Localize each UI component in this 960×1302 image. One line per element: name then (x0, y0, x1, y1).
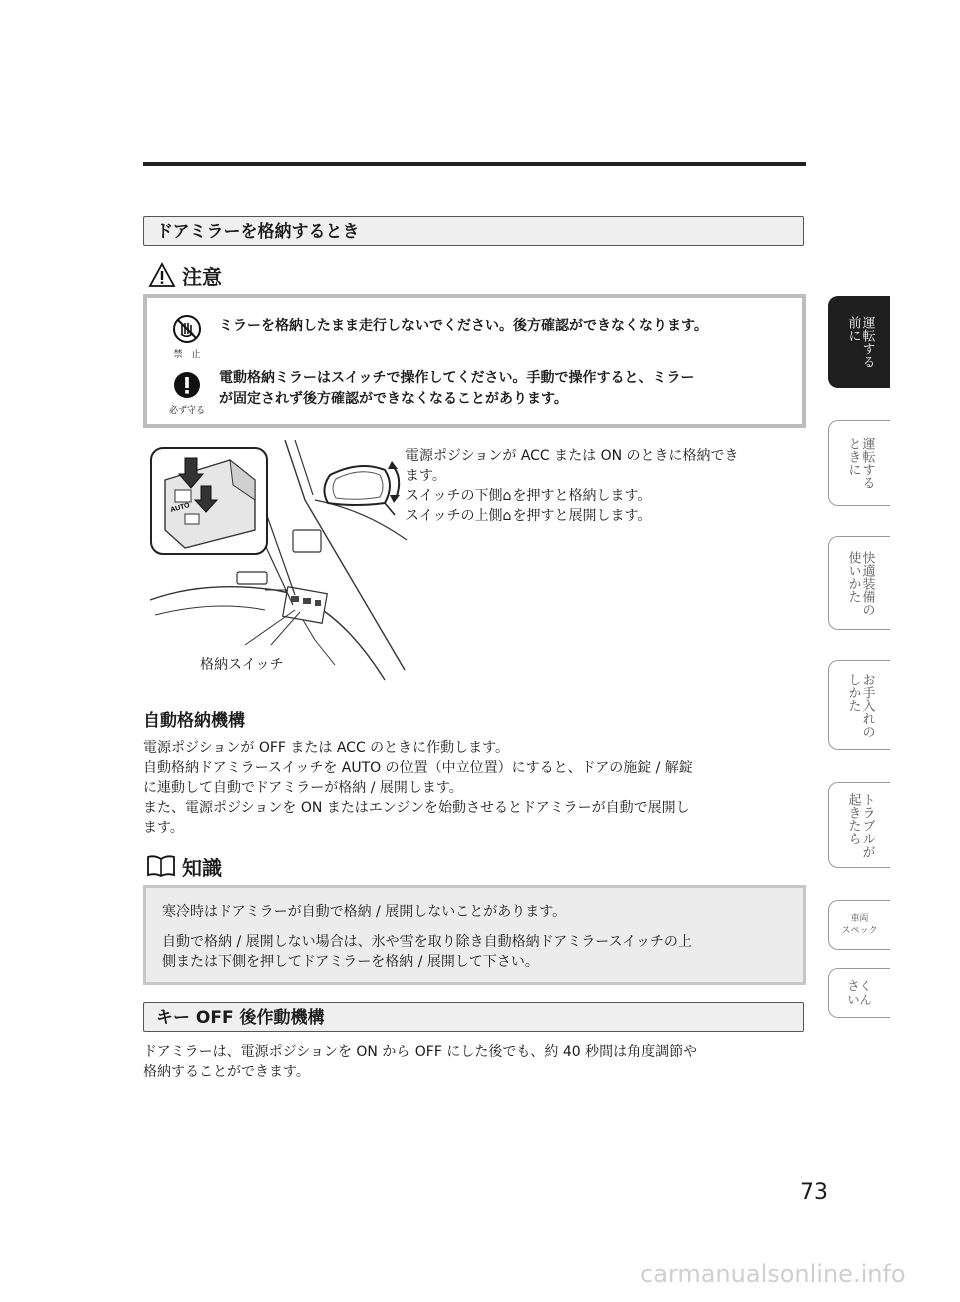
auto-fold-heading: 自動格納機構 (143, 711, 245, 731)
knowledge-p2-line-2: 側または下側を押してドアミラーを格納 / 展開して下さい。 (162, 954, 539, 970)
tab-troubleshooting[interactable] (828, 782, 890, 868)
knowledge-box (143, 885, 806, 985)
top-rule (143, 162, 806, 166)
door-mirror-drawing (300, 455, 410, 535)
tab-troubleshooting-label: トラブルが 起きたら (845, 792, 875, 858)
key-off-line-2: 格納することができます。 (143, 1064, 310, 1080)
caution-title: 注意 (182, 264, 222, 289)
exclamation-circle-icon (172, 370, 202, 400)
knowledge-p2-line-1: 自動で格納 / 展開しない場合は、氷や雪を取り除き自動格納ドアミラースイッチの上 (162, 934, 692, 950)
tab-before-driving-label: 運転する 前に (845, 316, 875, 368)
tab-maintenance[interactable] (828, 660, 890, 750)
tab-index[interactable] (828, 968, 890, 1018)
warning-triangle-icon (148, 262, 176, 288)
auto-label: AUTO (169, 502, 191, 514)
tab-vehicle-spec-label-2: スペック (841, 926, 878, 936)
tab-vehicle-spec-label: 車両 (850, 914, 869, 924)
tab-index-label: さくいん (847, 979, 872, 1007)
caution-box (143, 294, 806, 428)
figure-line-4-b: を押すと展開します。 (512, 508, 652, 524)
switch-down-icon: ⌂ (502, 488, 512, 504)
figure-line-3 (405, 486, 805, 506)
knowledge-p2 (162, 932, 802, 972)
tab-comfort-equipment-label: 快適装備の 使いかた (845, 550, 875, 616)
prohibit-label: 禁 止 (173, 350, 201, 360)
caution-heading (148, 260, 222, 290)
tab-before-driving[interactable] (828, 296, 890, 388)
knowledge-title: 知識 (182, 855, 222, 880)
must-label: 必ず守る (168, 406, 205, 416)
caution-item-2 (219, 368, 799, 410)
figure-line-3-a: スイッチの下側 (405, 488, 503, 504)
figure-line-4-a: スイッチの上側 (405, 508, 503, 524)
hand-prohibit-icon (172, 314, 202, 344)
caution-item-2-line-2: が固定されず後方確認ができなくなることがあります。 (219, 391, 568, 407)
key-off-body (143, 1042, 813, 1082)
watermark: carmanualsonline.info (640, 1260, 906, 1288)
prohibit-symbol (169, 314, 205, 360)
auto-fold-body (143, 738, 813, 838)
section-heading-key-off: キー OFF 後作動機構 (143, 1002, 804, 1032)
caution-item-1: ミラーを格納したまま走行しないでください。後方確認ができなくなります。 (219, 318, 708, 334)
knowledge-heading (146, 852, 222, 880)
auto-line-2: 自動格納ドアミラースイッチを AUTO の位置（中立位置）にすると、ドアの施錠 / 解錠 (143, 760, 693, 776)
page-number: 73 (800, 1180, 828, 1205)
must-symbol (167, 370, 207, 416)
auto-line-3: に連動して自動でドアミラーが格納 / 展開します。 (143, 780, 463, 796)
knowledge-p1: 寒冷時はドアミラーが自動で格納 / 展開しないことがあります。 (162, 904, 567, 920)
figure-description (405, 446, 805, 526)
tab-when-driving-label: 運転する ときに (845, 437, 875, 489)
section-heading-fold-mirror: ドアミラーを格納するとき (143, 216, 804, 246)
auto-line-4: また、電源ポジションを ON またはエンジンを始動させるとドアミラーが自動で展開し (143, 800, 690, 816)
key-off-line-1: ドアミラーは、電源ポジションを ON から OFF にした後でも、約 40 秒間は角度調節や (143, 1044, 698, 1060)
switch-label: 格納スイッチ (200, 657, 284, 673)
figure-line-1: 電源ポジションが ACC または ON のときに格納でき (405, 448, 739, 464)
switch-up-icon: ⌂ (502, 508, 512, 524)
figure-line-3-b: を押すと格納します。 (512, 488, 652, 504)
auto-line-5: ます。 (143, 820, 184, 836)
tab-maintenance-label: お手入れの しかた (845, 672, 875, 738)
book-icon (146, 854, 176, 878)
tab-when-driving[interactable] (828, 420, 890, 506)
caution-item-2-line-1: 電動格納ミラーはスイッチで操作してください。手動で操作すると、ミラー (219, 370, 695, 386)
figure-line-2: ます。 (405, 468, 446, 484)
auto-line-1: 電源ポジションが OFF または ACC のときに作動します。 (143, 740, 510, 756)
figure-line-4 (405, 506, 805, 526)
tab-comfort-equipment[interactable] (828, 536, 890, 630)
tab-vehicle-spec[interactable] (828, 900, 890, 950)
